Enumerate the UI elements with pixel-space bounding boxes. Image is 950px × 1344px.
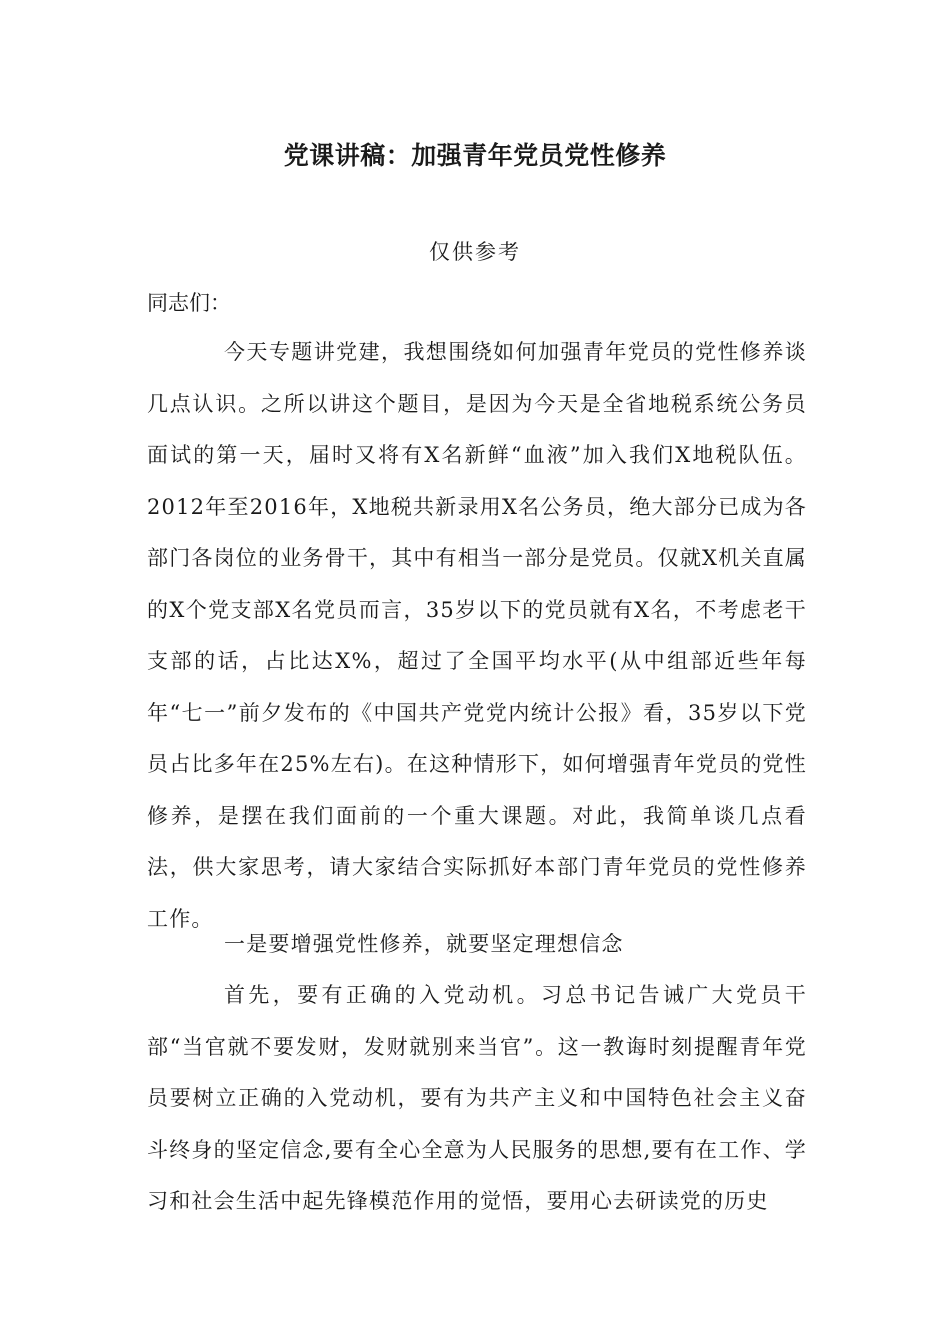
section-heading: 一是要增强党性修养，就要坚定理想信念 <box>224 932 624 956</box>
body-paragraph: 今天专题讲党建，我想围绕如何加强青年党员的党性修养谈几点认识。之所以讲这个题目，是因为今天是全省地税系统公务员面试的第一天，届时又将有X名新鲜“血液”加入我们X地税队伍。2012年至2016年，X地税共新录用X名公务员，绝大部分已成为各部门各岗位的业务骨干，其中有相当一部分是党员。仅就X机关直属的X个党支部X名党员而言，35岁以下的党员就有X名，不考虑老干支部的话，占比达X%，超过了全国平均水平(从中组部近些年每年“七一”前夕发布的《中国共产党党内统计公报》看，35岁以下党员占比多年在25%左右)。在这种情形下，如何增强青年党员的党性修养，是摆在我们面前的一个重大课题。对此，我简单谈几点看法，供大家思考，请大家结合实际抓好本部门青年党员的党性修养工作。 <box>147 340 807 931</box>
document-title: 党课讲稿：加强青年党员党性修养 <box>283 141 667 170</box>
document-subtitle: 仅供参考 <box>429 240 521 264</box>
salutation: 同志们： <box>147 291 231 315</box>
body-paragraph: 首先，要有正确的入党动机。习总书记告诫广大党员干部“当官就不要发财，发财就别来当官”。这一教诲时刻提醒青年党员要树立正确的入党动机，要有为共产主义和中国特色社会主义奋斗终身的坚定信念,要有全心全意为人民服务的思想,要有在工作、学习和社会生活中起先锋模范作用的觉悟，要用心去研读党的历史 <box>147 983 807 1213</box>
